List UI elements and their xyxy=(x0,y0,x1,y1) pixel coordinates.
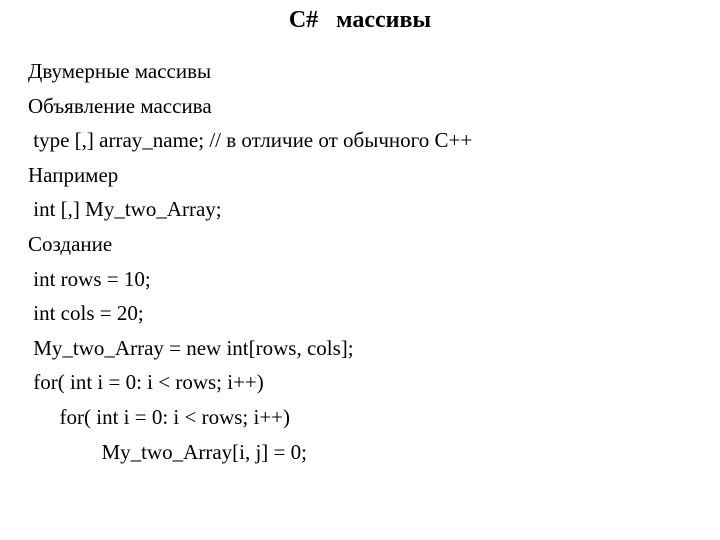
code-inner-loop: for( int i = 0: i < rows; i++) xyxy=(28,404,291,429)
code-outer-loop: for( int i = 0: i < rows; i++) xyxy=(28,370,264,395)
code-rows-assignment: int rows = 10; xyxy=(28,266,151,291)
heading-array-declaration: Объявление массива xyxy=(28,93,212,118)
slide-title: C# массивы xyxy=(288,7,432,33)
heading-example: Например xyxy=(28,162,119,187)
heading-creation: Создание xyxy=(28,231,113,256)
code-array-allocation: My_two_Array = new int[rows, cols]; xyxy=(28,335,354,360)
heading-two-dimensional-arrays: Двумерные массивы xyxy=(28,59,212,83)
code-element-assignment: My_two_Array[i, j] = 0; xyxy=(28,439,307,464)
slide-body xyxy=(28,54,708,469)
code-example-declaration: int [,] My_two_Array; xyxy=(28,197,222,222)
code-declaration-syntax: type [,] array_name; // в отличие от обычного С++ xyxy=(28,128,473,153)
code-cols-assignment: int cols = 20; xyxy=(28,301,144,326)
